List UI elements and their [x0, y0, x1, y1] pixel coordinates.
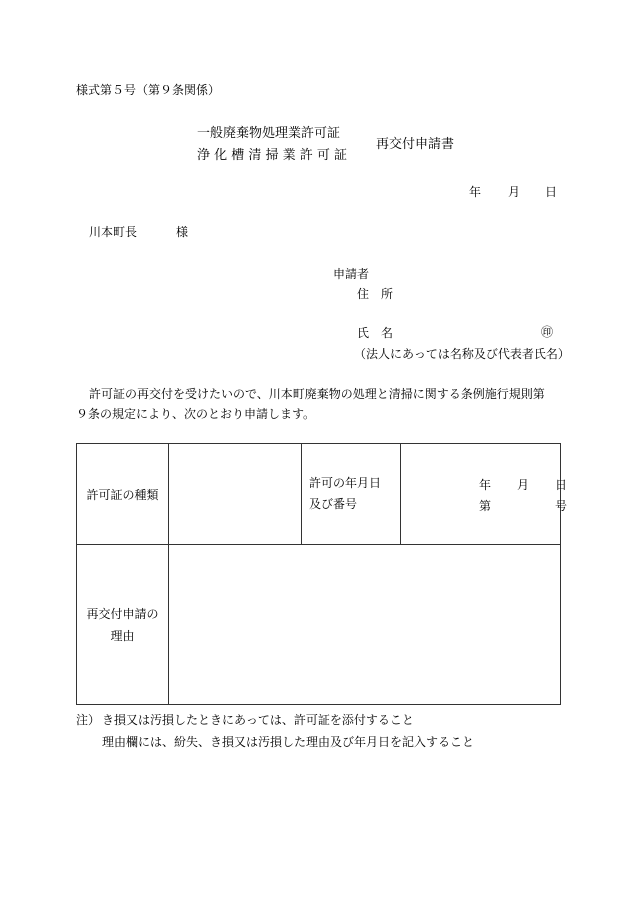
reason-label-cell [77, 545, 169, 705]
permit-day-label: 日 [555, 478, 568, 492]
title-line-2: 浄 化 槽 清 掃 業 許 可 証 [197, 148, 348, 163]
permit-month-label: 月 [517, 478, 530, 492]
reason-field[interactable] [169, 545, 561, 705]
applicant-heading: 申請者 [333, 267, 370, 281]
table-row-reason [77, 545, 561, 705]
body-text-line-2: ９条の規定により、次のとおり申請します。 [76, 407, 316, 421]
body-text-line-1: 許可証の再交付を受けたいので、川本町廃棄物の処理と清掃に関する条例施行規則第 [89, 387, 545, 401]
addressee-honorific: 様 [176, 225, 189, 239]
title-suffix: 再交付申請書 [376, 137, 455, 152]
application-table [76, 443, 568, 705]
date-month-label: 月 [508, 185, 521, 199]
permit-number-suffix: 号 [555, 499, 568, 513]
reason-label-2: 理由 [110, 628, 135, 643]
title-line-1: 一般廃棄物処理業許可証 [197, 126, 341, 141]
permit-type-label: 許可証の種類 [86, 487, 159, 502]
date-day-label: 日 [545, 185, 558, 199]
name-label: 氏 名 [357, 326, 394, 340]
date-year-label: 年 [469, 185, 482, 199]
permit-type-field[interactable] [169, 444, 302, 545]
address-label: 住 所 [357, 287, 394, 301]
notes-line-2: 理由欄には、紛失、き損又は汚損した理由及び年月日を記入すること [102, 735, 475, 749]
permit-date-label-cell [302, 444, 401, 545]
permit-date-label-1: 許可の年月日 [309, 476, 382, 490]
permit-year-label: 年 [479, 478, 492, 492]
permit-number-prefix: 第 [479, 499, 492, 513]
reason-label-1: 再交付申請の [86, 606, 159, 621]
permit-type-label-cell [77, 444, 169, 545]
permit-date-label-2: 及び番号 [309, 497, 358, 511]
table-row-permit [77, 444, 561, 545]
addressee-name: 川本町長 [89, 225, 138, 239]
form-number: 様式第５号（第９条関係） [76, 83, 221, 97]
permit-date-number-field[interactable] [401, 444, 568, 545]
notes-line-1: き損又は汚損したときにあっては、許可証を添付すること [102, 713, 414, 727]
corporate-note: （法人にあっては名称及び代表者氏名） [354, 347, 570, 361]
notes-prefix: 注） [76, 713, 101, 727]
seal-icon: ㊞ [541, 325, 554, 339]
